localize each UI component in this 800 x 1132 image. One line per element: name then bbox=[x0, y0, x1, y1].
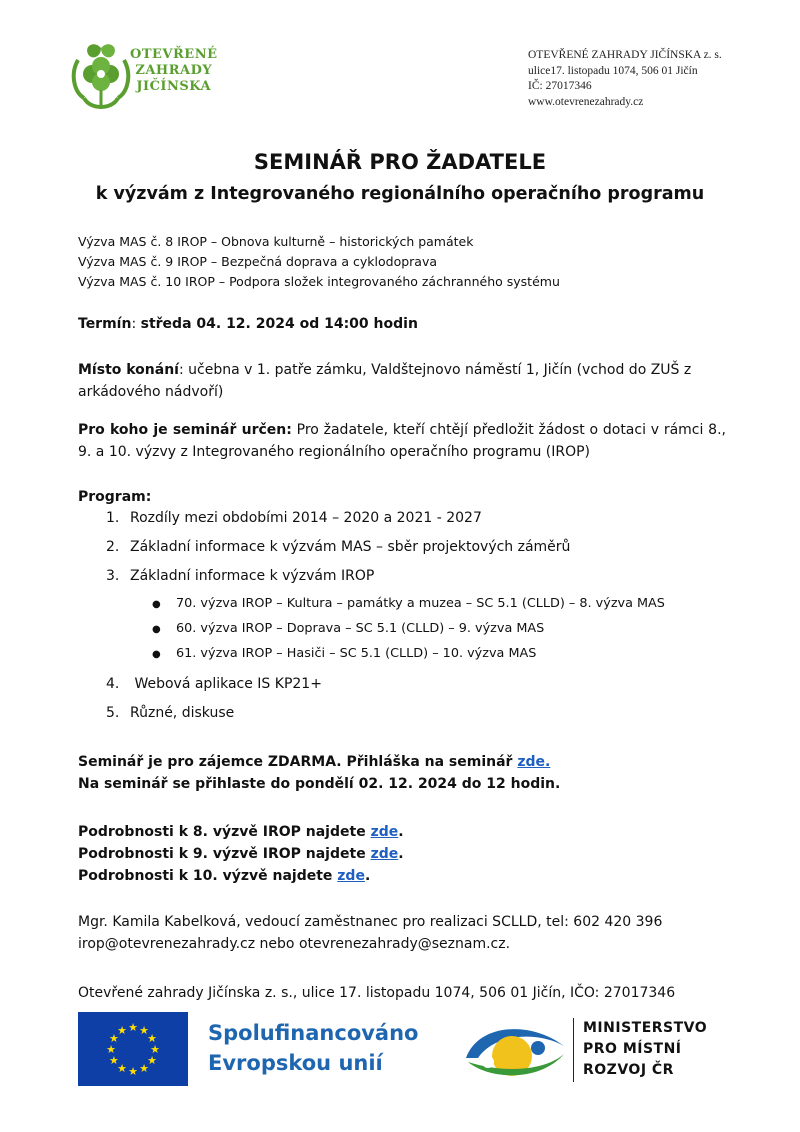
program-title: Program: bbox=[78, 489, 152, 505]
eu-star-icon: ★ bbox=[128, 1021, 138, 1034]
program-subitem bbox=[152, 621, 544, 636]
eu-cofunding-text bbox=[208, 1018, 418, 1078]
ministry-line: ROZVOJ ČR bbox=[583, 1062, 674, 1078]
ministry-name bbox=[583, 1018, 707, 1081]
eu-star-icon: ★ bbox=[147, 1032, 157, 1045]
details-line bbox=[78, 865, 726, 887]
call-item: Výzva MAS č. 9 IROP – Bezpečná doprava a cyklodoprava bbox=[78, 254, 438, 269]
eu-star-icon: ★ bbox=[139, 1062, 149, 1076]
program-item-text: Webová aplikace IS KP21+ bbox=[130, 676, 322, 692]
program-subitem bbox=[152, 646, 536, 661]
eu-star-icon: ★ bbox=[150, 1043, 160, 1056]
details-link-8[interactable]: zde bbox=[370, 824, 399, 840]
eu-star-icon: ★ bbox=[139, 1023, 149, 1037]
logo-divider bbox=[573, 1018, 574, 1082]
eu-text-line: Spolufinancováno bbox=[208, 1021, 419, 1045]
logo-line: OTEVŘENÉ bbox=[130, 47, 218, 62]
contact-emails: irop@otevrenezahrady.cz nebo otevrenezahrady@seznam.cz. bbox=[78, 936, 511, 952]
call-item: Výzva MAS č. 8 IROP – Obnova kulturně – historických památek bbox=[78, 234, 474, 249]
details-end: . bbox=[398, 846, 404, 862]
footer-address: Otevřené zahrady Jičínska z. s., ulice 17. listopadu 1074, 506 01 Jičín, IČO: 27017346 bbox=[78, 985, 676, 1001]
details-paragraph bbox=[78, 821, 726, 887]
venue-label: Místo konání bbox=[78, 362, 179, 378]
eu-flag-icon bbox=[78, 1012, 188, 1086]
mmr-emblem-icon bbox=[460, 1018, 570, 1083]
details-line bbox=[78, 843, 726, 865]
logo-line: ZAHRADY bbox=[135, 63, 213, 78]
organization-info bbox=[528, 48, 722, 110]
registration-text: Seminář je pro zájemce ZDARMA. Přihláška na seminář bbox=[78, 754, 518, 770]
registration-link[interactable]: zde. bbox=[517, 754, 551, 770]
program-item bbox=[106, 568, 374, 584]
eu-star-icon: ★ bbox=[147, 1054, 157, 1067]
details-end: . bbox=[364, 868, 371, 884]
calls-list bbox=[78, 232, 560, 292]
details-link-9[interactable]: zde bbox=[370, 846, 399, 862]
org-name: OTEVŘENÉ ZAHRADY JIČÍNSKA z. s. bbox=[528, 49, 722, 61]
term-separator: : bbox=[131, 316, 141, 332]
program-subitem-text: 60. výzva IROP – Doprava – SC 5.1 (CLLD) – 9. výzva MAS bbox=[176, 621, 545, 636]
program-subitem-text: 70. výzva IROP – Kultura – památky a muzea – SC 5.1 (CLLD) – 8. výzva MAS bbox=[176, 596, 665, 611]
program-item-number: 5. bbox=[106, 705, 120, 721]
bullet-icon: ● bbox=[152, 599, 161, 610]
details-text: Podrobnosti k 9. výzvě IROP najdete bbox=[78, 846, 371, 862]
bullet-icon: ● bbox=[152, 624, 161, 635]
bullet-icon: ● bbox=[152, 649, 161, 660]
term-label: Termín bbox=[78, 316, 132, 332]
logo-wordmark bbox=[130, 47, 218, 95]
call-item: Výzva MAS č. 10 IROP – Podpora složek integrovaného záchranného systému bbox=[78, 274, 560, 289]
program-item-text: Základní informace k výzvám MAS – sběr projektových záměrů bbox=[130, 539, 571, 555]
registration-deadline: Na seminář se přihlaste do pondělí 02. 12. 2024 do 12 hodin. bbox=[78, 776, 561, 792]
contact-person: Mgr. Kamila Kabelková, vedoucí zaměstnanec pro realizaci SCLLD, tel: 602 420 396 bbox=[78, 914, 663, 930]
eu-text-line: Evropskou unií bbox=[208, 1051, 383, 1075]
eu-star-icon: ★ bbox=[106, 1043, 116, 1056]
registration-line bbox=[78, 751, 726, 773]
ministry-line: PRO MÍSTNÍ bbox=[583, 1041, 682, 1057]
org-address: ulice17. listopadu 1074, 506 01 Jičín bbox=[528, 64, 698, 77]
eu-star-icon: ★ bbox=[109, 1032, 119, 1045]
registration-paragraph bbox=[78, 751, 726, 795]
details-line bbox=[78, 821, 726, 843]
audience-text: Pro žadatele, kteří chtějí předložit žádost o dotaci v rámci 8., 9. a 10. výzvy z Integrovaného regionálního operačního programu (IROP) bbox=[78, 422, 726, 460]
audience-paragraph bbox=[78, 419, 726, 463]
program-item bbox=[106, 510, 482, 526]
details-text: Podrobnosti k 10. výzvě najdete bbox=[78, 868, 338, 884]
org-id: IČ: 27017346 bbox=[528, 80, 592, 92]
eu-star-icon: ★ bbox=[128, 1065, 138, 1078]
eu-star-icon: ★ bbox=[109, 1054, 119, 1067]
program-subitem bbox=[152, 596, 665, 611]
venue-paragraph bbox=[78, 359, 726, 403]
program-item-text: Rozdíly mezi obdobími 2014 – 2020 a 2021 - 2027 bbox=[130, 510, 482, 526]
program-item bbox=[106, 676, 322, 692]
program-item-text: Základní informace k výzvám IROP bbox=[130, 568, 375, 584]
details-link-10[interactable]: zde bbox=[337, 868, 365, 884]
details-text: Podrobnosti k 8. výzvě IROP najdete bbox=[78, 824, 371, 840]
ministry-line: MINISTERSTVO bbox=[583, 1020, 708, 1036]
organization-logo bbox=[70, 40, 240, 112]
program-item-number: 2. bbox=[106, 539, 120, 555]
program-item bbox=[106, 539, 570, 555]
page-title: SEMINÁŘ PRO ŽADATELE bbox=[253, 150, 547, 174]
eu-star-icon: ★ bbox=[117, 1023, 127, 1037]
program-subitem-text: 61. výzva IROP – Hasiči – SC 5.1 (CLLD) – 10. výzva MAS bbox=[176, 646, 537, 661]
logo-line: JIČÍNSKA bbox=[136, 79, 212, 94]
clover-emblem-icon bbox=[70, 40, 132, 112]
org-website[interactable]: www.otevrenezahrady.cz bbox=[528, 95, 644, 108]
page-subtitle: k výzvám z Integrovaného regionálního operačního programu bbox=[95, 184, 705, 204]
program-item-text: Různé, diskuse bbox=[130, 705, 235, 721]
term-value: středa 04. 12. 2024 od 14:00 hodin bbox=[140, 316, 418, 332]
audience-label: Pro koho je seminář určen: bbox=[78, 422, 292, 438]
program-item-number: 4. bbox=[106, 676, 120, 692]
details-end: . bbox=[398, 824, 404, 840]
term-paragraph bbox=[78, 313, 726, 335]
venue-text: : učebna v 1. patře zámku, Valdštejnovo náměstí 1, Jičín (vchod do ZUŠ z arkádového nádvoří) bbox=[78, 362, 692, 400]
footer-logos bbox=[78, 1012, 738, 1087]
program-item-number: 3. bbox=[106, 568, 120, 584]
program-item bbox=[106, 705, 234, 721]
contact-paragraph bbox=[78, 911, 726, 955]
eu-star-icon: ★ bbox=[117, 1062, 127, 1076]
program-item-number: 1. bbox=[106, 510, 120, 526]
